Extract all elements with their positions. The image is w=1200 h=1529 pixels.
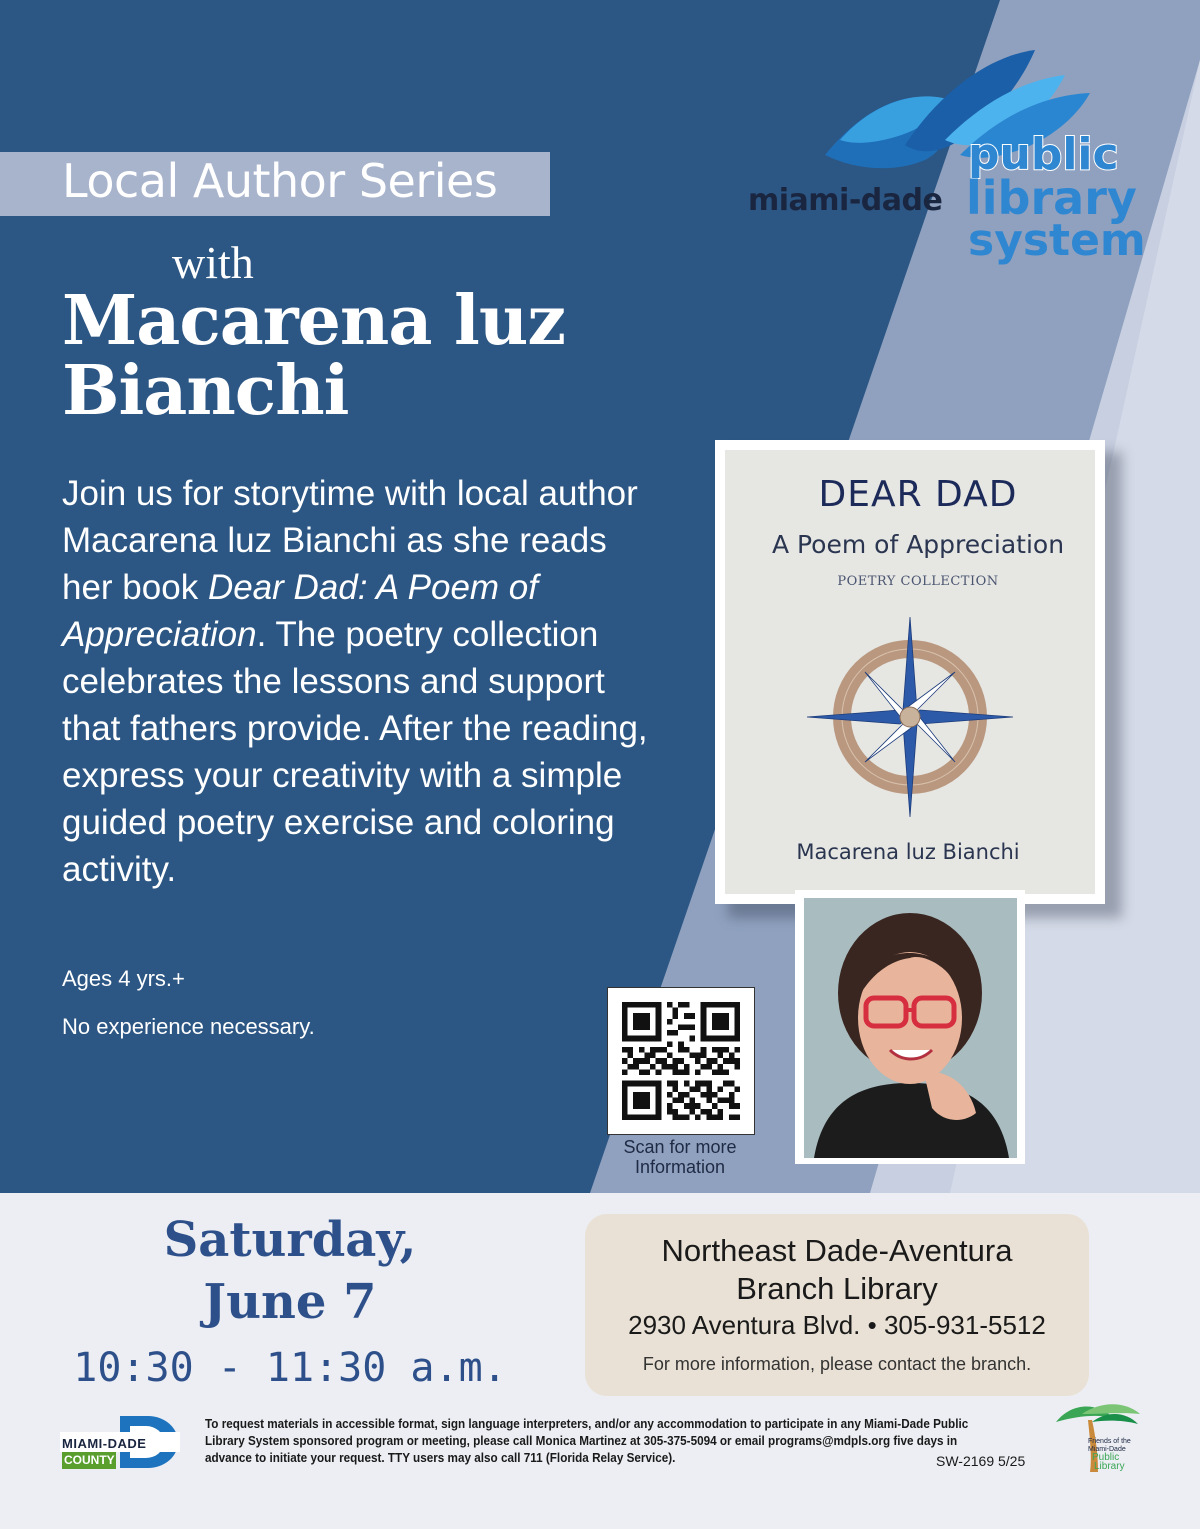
branch-address: 2930 Aventura Blvd. • 305-931-5512 — [628, 1310, 1046, 1340]
county-logo-text: MIAMI-DADE — [62, 1436, 147, 1451]
branch-contact-note: For more information, please contact the branch. — [642, 1354, 1032, 1374]
author-name-line1: Macarena luz — [62, 281, 565, 361]
qr-caption-line1: Scan for more — [623, 1137, 737, 1157]
branch-name-line1: Northeast Dade-Aventura — [661, 1233, 1013, 1268]
friends-logo-public: Public — [1092, 1452, 1120, 1463]
accessibility-disclaimer: To request materials in accessible format, sign language interpreters, and/or any accommodation to participate in any Miami-Dade Public Library System sponsored program or meeting, please call Monica Martinez at 305-375-5094 or email programs@mdpls.org five days in advance to initiate your request. TTY users may also call 711 (Florida Relay Service). — [205, 1417, 969, 1465]
author-name-line2: Bianchi — [62, 351, 349, 431]
book-author: Macarena luz Bianchi — [796, 840, 1020, 864]
logo-text-library: library — [966, 171, 1137, 225]
description-part1: Join us for storytime with local author Macarena luz Bianchi as she reads her book — [62, 474, 638, 607]
experience-note: No experience necessary. — [62, 1014, 315, 1039]
logo-text-public: public — [968, 129, 1119, 180]
author-name — [62, 281, 742, 431]
author-photo — [804, 898, 1017, 1158]
event-time: 10:30 - 11:30 a.m. — [73, 1345, 507, 1391]
age-requirement: Ages 4 yrs.+ — [62, 966, 185, 991]
compass-rose-icon — [805, 615, 1015, 820]
logo-text-miami-dade: miami-dade — [748, 183, 943, 218]
description-book-title: Dear Dad: A Poem of Appreciation — [62, 568, 538, 654]
event-date: June 7 — [203, 1274, 377, 1330]
friends-logo-text: Friends of the Miami-Dade — [1088, 1438, 1131, 1453]
event-description — [62, 470, 662, 893]
book-collection-label: POETRY COLLECTION — [837, 574, 999, 589]
with-text: with — [172, 237, 254, 288]
event-day: Saturday, — [163, 1212, 417, 1268]
series-title: Local Author Series — [62, 154, 498, 208]
description-part2: . The poetry collection celebrates the lessons and support that fathers provide. After the reading, express your creativity with a simple guided poetry exercise and coloring activity. — [62, 615, 648, 889]
qr-caption — [600, 1137, 760, 1177]
county-label: COUNTY — [64, 1453, 115, 1467]
form-code: SW-2169 5/25 — [936, 1453, 1026, 1469]
logo-text-system: system — [968, 215, 1146, 266]
friends-logo-library: Library — [1094, 1461, 1125, 1472]
qr-caption-line2: Information — [634, 1157, 726, 1177]
book-subtitle: A Poem of Appreciation — [771, 530, 1065, 559]
qr-code-icon[interactable] — [622, 1002, 740, 1120]
branch-name-line2: Branch Library — [736, 1271, 938, 1306]
book-title: DEAR DAD — [818, 474, 1018, 515]
